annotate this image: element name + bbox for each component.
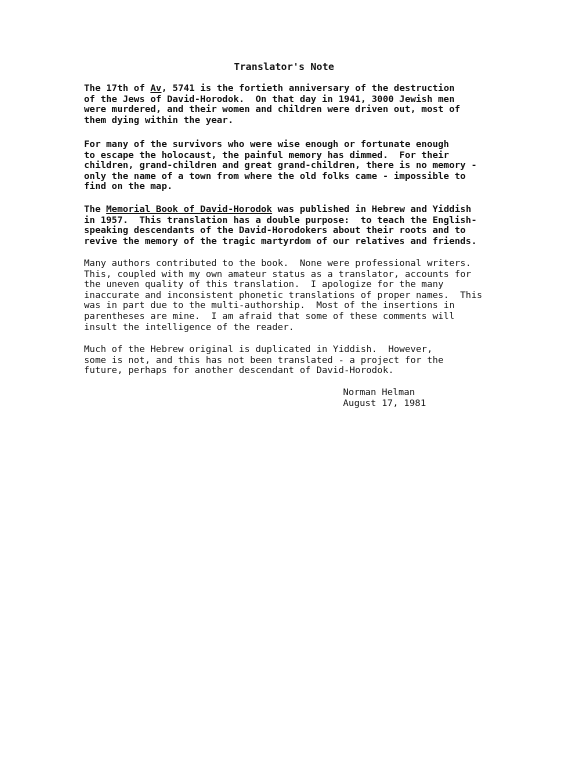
signature-block bbox=[343, 388, 426, 409]
paragraph-line: Much of the Hebrew original is duplicated in Yiddish. However, bbox=[84, 344, 433, 355]
paragraph-line: some is not, and this has not been translated - a project for the bbox=[84, 354, 444, 366]
page-title: Translator's Note bbox=[233, 62, 335, 73]
paragraph-line: in 1957. This translation has a double purpose: to teach the English- bbox=[84, 214, 477, 226]
paragraph-line: find on the map. bbox=[84, 181, 173, 193]
paragraph-5 bbox=[84, 345, 504, 377]
paragraph-1 bbox=[84, 84, 504, 126]
paragraph-line: only the name of a town from where the old folks came - impossible to bbox=[84, 170, 466, 182]
underlined-term: Av bbox=[150, 83, 162, 94]
paragraph-line: were murdered, and their women and children were driven out, most of bbox=[84, 104, 461, 116]
paragraph-line: Many authors contributed to the book. None were professional writers. bbox=[84, 258, 472, 269]
text-span: The 17th of bbox=[84, 83, 151, 94]
paragraph-line: For many of the survivors who were wise enough or fortunate enough bbox=[84, 139, 450, 150]
book-title-underlined: Memorial Book of David-Horodok bbox=[106, 204, 273, 215]
paragraph-line: to escape the holocaust, the painful memory has dimmed. For their bbox=[84, 149, 450, 161]
paragraph-line: speaking descendants of the David-Horodokers about their roots and to bbox=[84, 225, 466, 237]
paragraph-line: future, perhaps for another descendant of David-Horodok. bbox=[84, 365, 394, 377]
signature-date: August 17, 1981 bbox=[343, 397, 426, 409]
paragraph-4 bbox=[84, 259, 504, 333]
paragraph-line: the uneven quality of this translation. I apologize for the many bbox=[84, 279, 444, 291]
paragraph-line: parentheses are mine. I am afraid that some of these comments will bbox=[84, 310, 455, 322]
paragraph-line: This, coupled with my own amateur status as a translator, accounts for bbox=[84, 268, 472, 280]
text-span: was published in Hebrew and Yiddish bbox=[272, 204, 472, 215]
paragraph-2 bbox=[84, 140, 504, 193]
text-span: The bbox=[84, 204, 107, 215]
paragraph-line: was in part due to the multi-authorship. Most of the insertions in bbox=[84, 300, 455, 312]
paragraph-line: children, grand-children and great grand-children, there is no memory - bbox=[84, 160, 477, 172]
signature-name: Norman Helman bbox=[343, 387, 415, 398]
paragraph-3 bbox=[84, 205, 504, 247]
paragraph-line bbox=[84, 205, 504, 216]
paragraph-line: of the Jews of David-Horodok. On that day in 1941, 3000 Jewish men bbox=[84, 93, 455, 105]
text-span: , 5741 is the fortieth anniversary of the destruction bbox=[161, 83, 455, 94]
paragraph-line: revive the memory of the tragic martyrdom of our relatives and friends. bbox=[84, 235, 477, 247]
paragraph-line: inaccurate and inconsistent phonetic translations of proper names. This bbox=[84, 289, 483, 301]
paragraph-line: insult the intelligence of the reader. bbox=[84, 321, 295, 333]
paragraph-line bbox=[84, 84, 504, 95]
paragraph-line: them dying within the year. bbox=[84, 114, 234, 126]
